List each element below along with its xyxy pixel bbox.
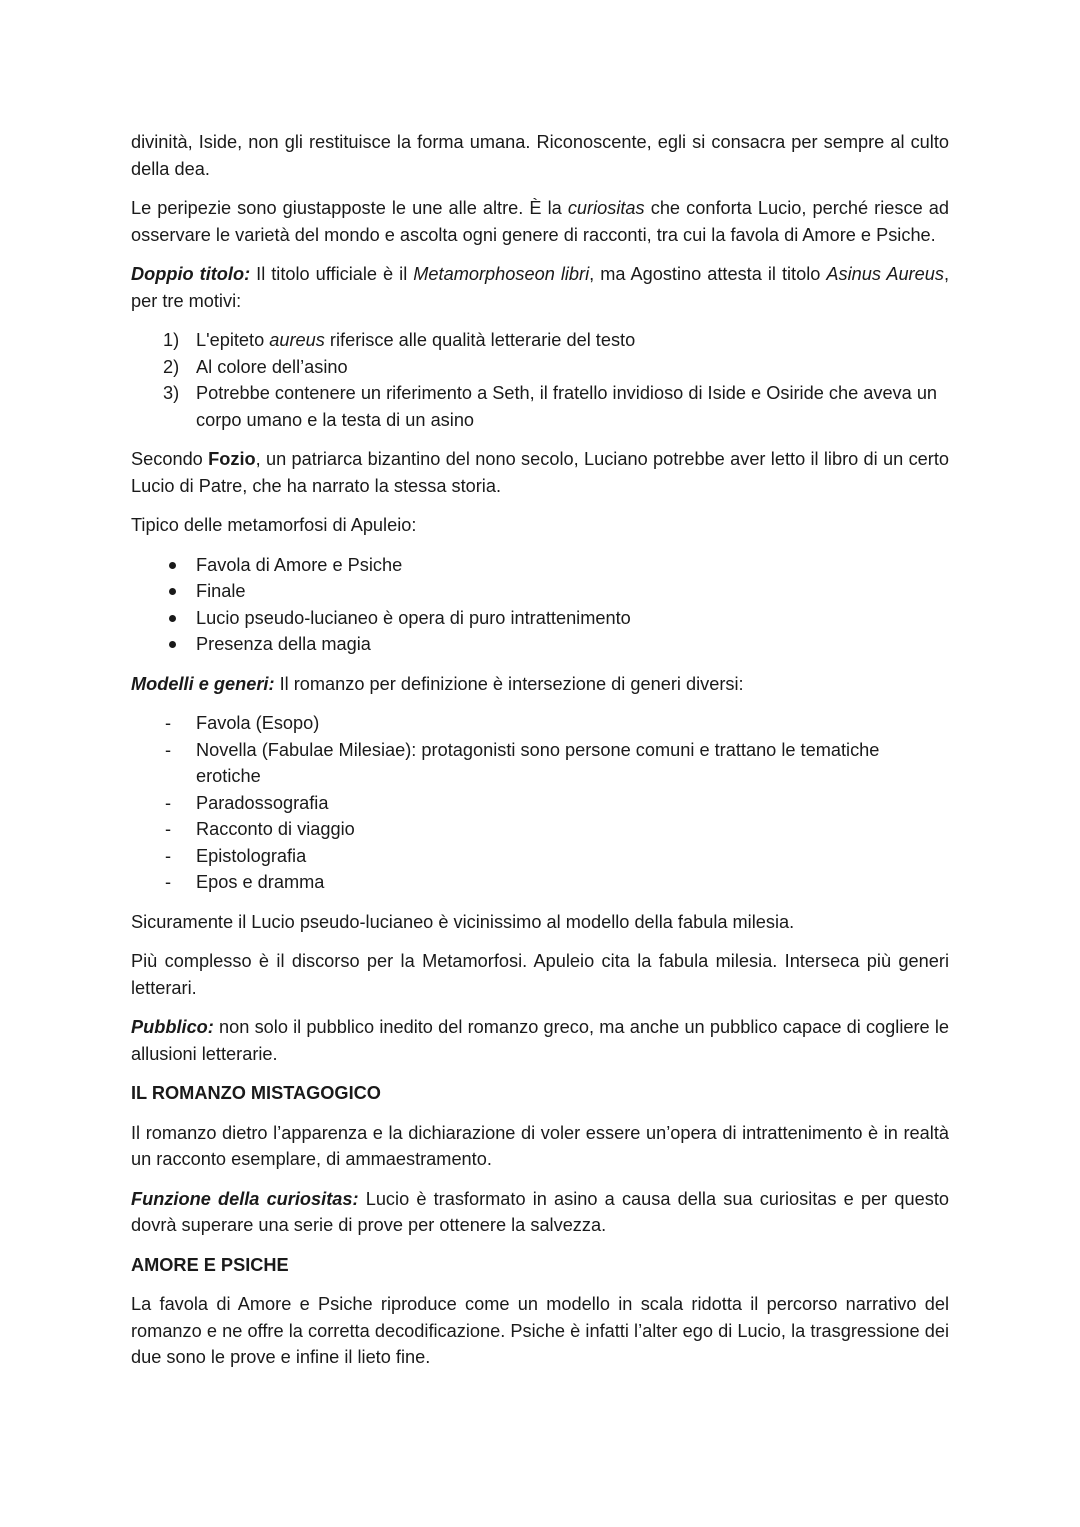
list-item: 3) Potrebbe contenere un riferimento a Seth, il fratello invidioso di Iside e Osiride che aveva un corpo umano e la testa di un asino: [163, 383, 938, 430]
list-item: Finale: [131, 578, 949, 605]
list-item: Presenza della magia: [131, 631, 949, 658]
label-doppio-titolo: Doppio titolo:: [131, 264, 251, 284]
genres-list: [131, 710, 949, 896]
paragraph-pubblico: Pubblico: non solo il pubblico inedito del romanzo greco, ma anche un pubblico capace di cogliere le allusioni letterarie.: [131, 1017, 949, 1064]
list-item: 1) L'epiteto aureus riferisce alle qualità letterarie del testo: [163, 330, 636, 350]
paragraph-mistagogico: Il romanzo dietro l’apparenza e la dichiarazione di voler essere un’opera di intrattenimento è in realtà un racconto esemplare, di ammaestramento.: [131, 1122, 949, 1169]
paragraph-iside: divinità, Iside, non gli restituisce la forma umana. Riconoscente, egli si consacra per sempre al culto della dea.: [131, 132, 949, 179]
bullet-list: [131, 552, 949, 658]
label-pubblico: Pubblico:: [131, 1017, 214, 1037]
paragraph-metamorfosi: Più complesso è il discorso per la Metamorfosi. Apuleio cita la fabula milesia. Interseca più generi letterari.: [131, 951, 949, 998]
bullet-icon: [169, 615, 176, 622]
name-fozio: Fozio: [208, 449, 256, 469]
heading-romanzo-mistagogico: IL ROMANZO MISTAGOGICO: [131, 1083, 381, 1103]
paragraph-fozio: Secondo Fozio, un patriarca bizantino del nono secolo, Luciano potrebbe aver letto il libro di un certo Lucio di Patre, che ha narrato la stessa storia.: [131, 449, 949, 496]
paragraph-modelli: Modelli e generi: Il romanzo per definizione è intersezione di generi diversi:: [131, 673, 744, 694]
term-curiositas: curiositas: [567, 198, 645, 218]
paragraph-curiositas: Funzione della curiositas: Lucio è trasformato in asino a causa della sua curiositas e per questo dovrà superare una serie di prove per ottenere la salvezza.: [131, 1188, 949, 1235]
heading-amore-psiche: AMORE E PSICHE: [131, 1254, 289, 1275]
list-item: 2) Al colore dell’asino: [163, 356, 348, 377]
paragraph-amore-psiche: La favola di Amore e Psiche riproduce come un modello in scala ridotta il percorso narrativo del romanzo e ne offre la corretta decodificazione. Psiche è infatti l’alter ego di Lucio, la trasgressione dei due sono le prove e infine il lieto fine.: [131, 1294, 949, 1367]
list-item: - Epos e dramma: [165, 872, 325, 892]
paragraph-peripezie: Le peripezie sono giustapposte le une alle altre. È la curiositas che conforta Lucio, perché riesce ad osservare le varietà del mondo e ascolta ogni genere di racconti, tra cui la favola di Amore e Psiche.: [131, 198, 949, 245]
bullet-icon: [169, 641, 176, 648]
list-item: - Novella (Fabulae Milesiae): protagonisti sono persone comuni e trattano le tematiche erotiche: [165, 739, 880, 786]
list-item: - Favola (Esopo): [165, 713, 320, 733]
title-asinus-aureus: Asinus Aureus: [826, 264, 944, 284]
reasons-list: [131, 327, 949, 433]
label-modelli: Modelli e generi:: [131, 673, 275, 694]
paragraph-lucio: Sicuramente il Lucio pseudo-lucianeo è vicinissimo al modello della fabula milesia.: [131, 911, 795, 932]
list-item: Lucio pseudo-lucianeo è opera di puro intrattenimento: [131, 605, 949, 632]
bullet-icon: [169, 588, 176, 595]
paragraph-tipico: Tipico delle metamorfosi di Apuleio:: [131, 515, 417, 535]
title-metamorphoseon: Metamorphoseon libri: [413, 264, 590, 284]
list-item: - Paradossografia: [165, 792, 329, 813]
list-item: Favola di Amore e Psiche: [131, 552, 949, 579]
bullet-icon: [169, 562, 176, 569]
list-item: - Epistolografia: [165, 845, 307, 866]
list-item: - Racconto di viaggio: [165, 819, 355, 839]
label-curiositas: Funzione della curiositas:: [131, 1188, 359, 1209]
paragraph-doppio-titolo: Doppio titolo: Il titolo ufficiale è il Metamorphoseon libri, ma Agostino attesta il titolo Asinus Aureus, per tre motivi:: [131, 264, 950, 311]
